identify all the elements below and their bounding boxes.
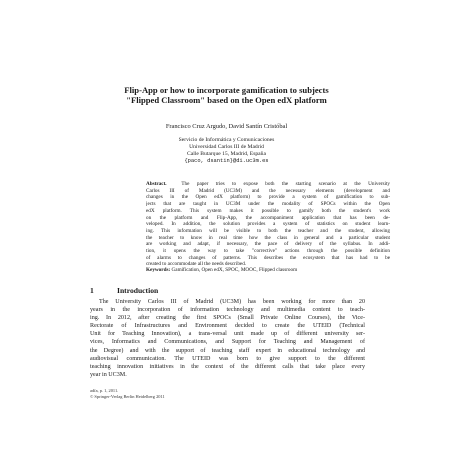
keywords-label: Keywords: bbox=[146, 267, 171, 273]
abstract-line: Carlos III of Madrid (UC3M) and the necessary elements (development and bbox=[146, 187, 390, 194]
paper-title-line-2: "Flipped Classroom" based on the Open edX platform bbox=[126, 95, 327, 105]
body-line: the Degree) and with the support of teaching staff expert in educational technology and bbox=[90, 347, 365, 354]
author-email: {paco, dsantin}@di.uc3m.es bbox=[184, 158, 269, 164]
abstract-line: are working and adapt, if necessary, the pace of delivery of the syllabus. In addi- bbox=[146, 241, 390, 248]
affiliation-university: Universidad Carlos III de Madrid bbox=[189, 144, 264, 150]
body-line: teaching innovation initiatives in the context of the different calls that take place every bbox=[90, 363, 365, 370]
abstract-line: the teacher to know in real time how the class in general and a particular student bbox=[146, 234, 390, 241]
introduction-paragraph bbox=[90, 298, 365, 379]
abstract-line: edX platform. This system makes it possible to gamify both the student's work bbox=[146, 207, 390, 214]
abstract-line: ing. This information will be visible to both the teacher and the student, allowing bbox=[146, 227, 390, 234]
body-line: vices, Informatics and Communications, and Support for Teaching and Management of bbox=[90, 339, 365, 346]
abstract-line: on the platform and Flip-App, the accompaniment application that has been de- bbox=[146, 214, 390, 221]
affiliation-department: Servicio de Informática y Comunicaciones bbox=[178, 137, 275, 143]
body-line: year in UC3M. bbox=[90, 371, 127, 378]
abstract-line-text: The paper tries to expose both the starting scenario at the University bbox=[181, 181, 390, 187]
body-line: years in the incorporation of information technology and multimedia content to teach- bbox=[90, 307, 365, 314]
keywords-block bbox=[146, 267, 390, 274]
affiliation-address: Calle Butarque 15, Madrid, España bbox=[187, 151, 266, 157]
abstract-block bbox=[146, 181, 390, 268]
abstract-line bbox=[146, 181, 390, 188]
body-line: Rectorate of Infrastructures and Environment decided to create the UTEID (Technical bbox=[90, 323, 365, 330]
section-heading bbox=[90, 286, 158, 295]
abstract-label: Abstract. bbox=[146, 181, 167, 187]
footer-citation: adfa, p. 1, 2011. bbox=[90, 388, 119, 393]
section-title: Introduction bbox=[117, 286, 159, 295]
abstract-line: created to accommodate all the needs described. bbox=[146, 261, 247, 268]
page-footer bbox=[90, 388, 165, 400]
abstract-line: changes in the Open edX platform) to provide a system of gamification to sub- bbox=[146, 194, 390, 201]
keywords-text: Gamification, Open edX, SPOC, MOOC, Flipped classroom bbox=[171, 267, 298, 273]
abstract-line: of alarms to changes of patterns. This describes the ecosystem that has had to be bbox=[146, 254, 390, 261]
body-line: ing. In 2012, after creating the first SPOCs (Small Private Online Courses), the Vice- bbox=[90, 315, 365, 322]
abstract-line: veloped. In addition, the solution provides a system of statistics on student learn- bbox=[146, 221, 390, 228]
section-number: 1 bbox=[90, 286, 94, 295]
paper-title-line-1: Flip-App or how to incorporate gamification to subjects bbox=[124, 85, 329, 95]
body-line: Unit for Teaching Innovation), a trans-versal unit made up of different university ser- bbox=[90, 331, 365, 338]
body-line: audiovisual communication. The UTEID was born to give support to the different bbox=[90, 355, 365, 362]
abstract-line: jects that are taught in UC3M under the modality of SPOCs within the Open bbox=[146, 201, 390, 208]
author-names: Francisco Cruz Argudo, David Santín Cristóbal bbox=[165, 123, 288, 130]
body-line: The University Carlos III of Madrid (UC3M) has been working for more than 20 bbox=[99, 299, 365, 305]
footer-copyright: © Springer-Verlag Berlin Heidelberg 2011 bbox=[90, 394, 165, 399]
abstract-line: tion, it opens the way to take "corrective" actions through the possible definition bbox=[146, 248, 390, 255]
